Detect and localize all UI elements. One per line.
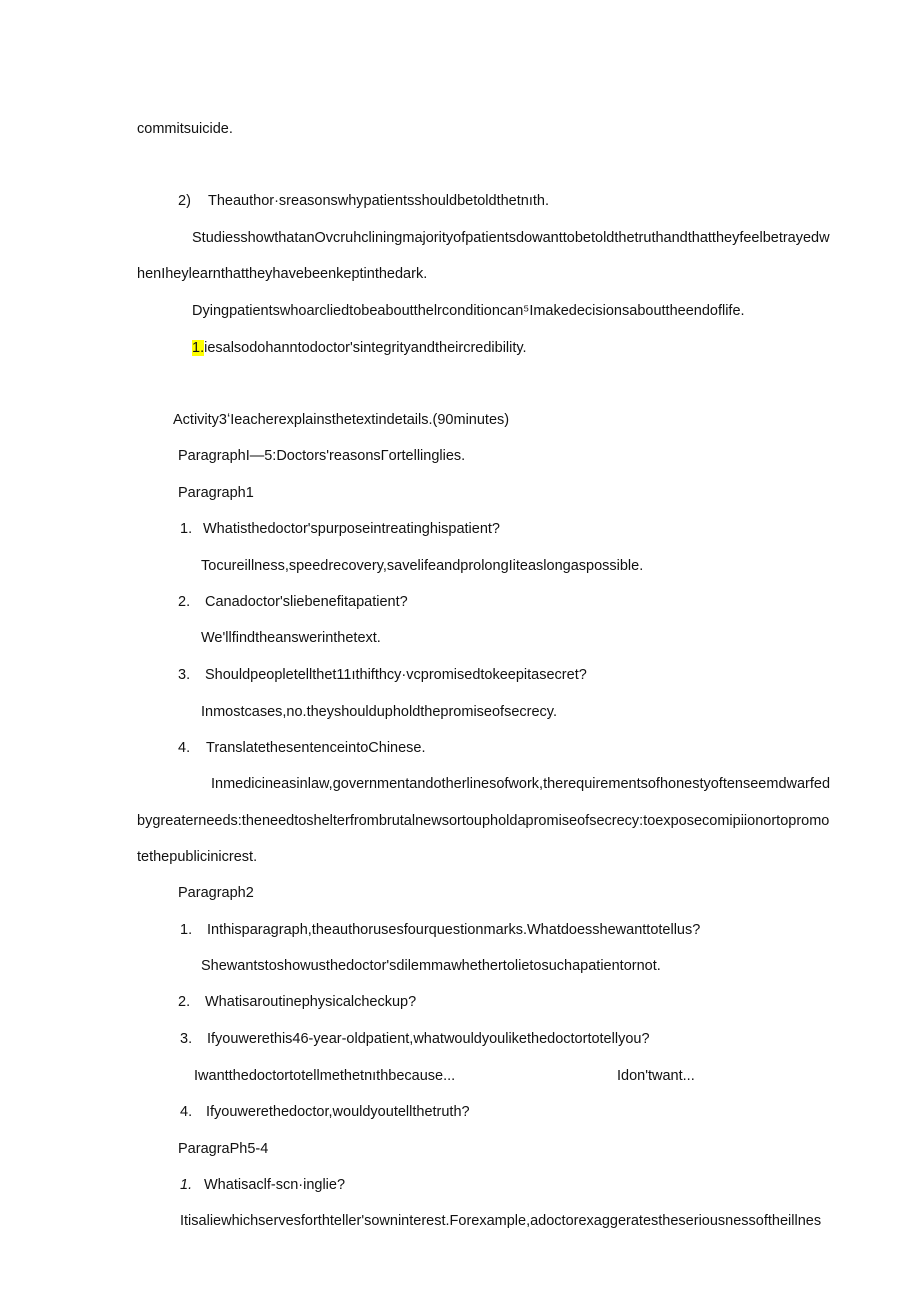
item-text: iesalsodohanntodoctor'sintegrityandtheircredibility. bbox=[204, 340, 527, 356]
list-item bbox=[178, 593, 408, 611]
text-line: StudiesshowthatanOvcruhcliningmajorityofpatientsdowanttobetoldthetruthandthattheyfeelbetrayedw bbox=[192, 230, 830, 246]
list-item bbox=[180, 1030, 650, 1048]
list-item bbox=[178, 192, 549, 210]
item-text: Whatisaroutinephysicalcheckup? bbox=[205, 994, 417, 1010]
answer-line: We'llfindtheanswerinthetext. bbox=[201, 630, 381, 646]
item-text: Theauthor·sreasonswhypatientsshouldbetoldthetnıth. bbox=[208, 193, 549, 209]
item-text: Canadoctor'sliebenefitapatient? bbox=[205, 594, 408, 610]
text-line: bygreaterneeds:theneedtoshelterfrombrutalnewsortoupholdapromiseofsecrecy:toexposecomipiionortopromo bbox=[137, 813, 830, 829]
item-number: 2. bbox=[178, 594, 191, 610]
item-number: 2) bbox=[178, 193, 191, 209]
item-text: Shouldpeopletellthet11ıthifthcy·vcpromisedtokeepitasecret? bbox=[205, 667, 587, 683]
text-line: commitsuicide. bbox=[137, 121, 233, 137]
item-text: Ifyouwerethedoctor,wouldyoutellthetruth? bbox=[206, 1104, 470, 1120]
highlighted-number: 1. bbox=[192, 340, 205, 356]
item-number: 3. bbox=[178, 667, 191, 683]
item-number: 1. bbox=[180, 1177, 193, 1193]
list-item bbox=[180, 520, 500, 538]
text-line: Inmedicineasinlaw,governmentandotherlinesofwork,therequirementsofhonestyoftenseemdwarfed bbox=[211, 776, 831, 792]
paragraph-label: Paragraph1 bbox=[178, 485, 254, 501]
item-text: TranslatethesentenceintoChinese. bbox=[206, 740, 426, 756]
text-line: tethepublicinicrest. bbox=[137, 849, 258, 865]
text-line: Dyingpatientswhoarcliedtobeaboutthelrconditioncan⁵Imakedecisionsabouttheendoflife. bbox=[192, 303, 745, 319]
list-item bbox=[178, 993, 416, 1011]
list-item bbox=[180, 921, 700, 939]
subheading: ParagraphI—5:Doctors'reasonsΓortellinglies. bbox=[178, 448, 466, 464]
paragraph-label: ParagraPh5-4 bbox=[178, 1141, 269, 1157]
item-number: 4. bbox=[178, 740, 191, 756]
text-line: henIheylearnthattheyhavebeenkeptinthedark. bbox=[137, 266, 428, 282]
list-item bbox=[180, 1103, 470, 1121]
answer-line: Idon'twant... bbox=[617, 1068, 695, 1084]
answer-line: Itisaliewhichservesforthteller'sowninterest.Forexample,adoctorexaggeratestheseriousnessoftheillnes bbox=[180, 1213, 822, 1229]
paragraph-label: Paragraph2 bbox=[178, 885, 254, 901]
answer-line: Tocureillness,speedrecovery,savelifeandprolongIiteaslongaspossible. bbox=[201, 558, 644, 574]
item-number: 2. bbox=[178, 994, 191, 1010]
list-item bbox=[180, 1176, 345, 1194]
item-text: Ifyouwerethis46-year-oldpatient,whatwouldyoulikethedoctortotellyou? bbox=[207, 1031, 650, 1047]
item-text: Inthisparagraph,theauthorusesfourquestionmarks.Whatdoesshewanttotellus? bbox=[207, 922, 701, 938]
answer-line: Inmostcases,no.theyshouldupholdthepromiseofsecrecy. bbox=[201, 704, 557, 720]
answer-line: Shewantstoshowusthedoctor'sdilemmawhethertolietosuchapatientornot. bbox=[201, 958, 661, 974]
list-item bbox=[178, 666, 587, 684]
item-number: 1. bbox=[180, 521, 193, 537]
item-number: 1. bbox=[180, 922, 193, 938]
section-heading: Activity3ʻIeacherexplainsthetextindetails.(90minutes) bbox=[173, 412, 510, 428]
item-number: 4. bbox=[180, 1104, 193, 1120]
list-item bbox=[192, 339, 527, 357]
list-item bbox=[178, 739, 426, 757]
answer-line: Iwantthedoctortotellmethetnıthbecause... bbox=[194, 1068, 456, 1084]
item-number: 3. bbox=[180, 1031, 193, 1047]
item-text: Whatisaclf-scn·inglie? bbox=[204, 1177, 346, 1193]
item-text: Whatisthedoctor'spurposeintreatinghispatient? bbox=[203, 521, 500, 537]
